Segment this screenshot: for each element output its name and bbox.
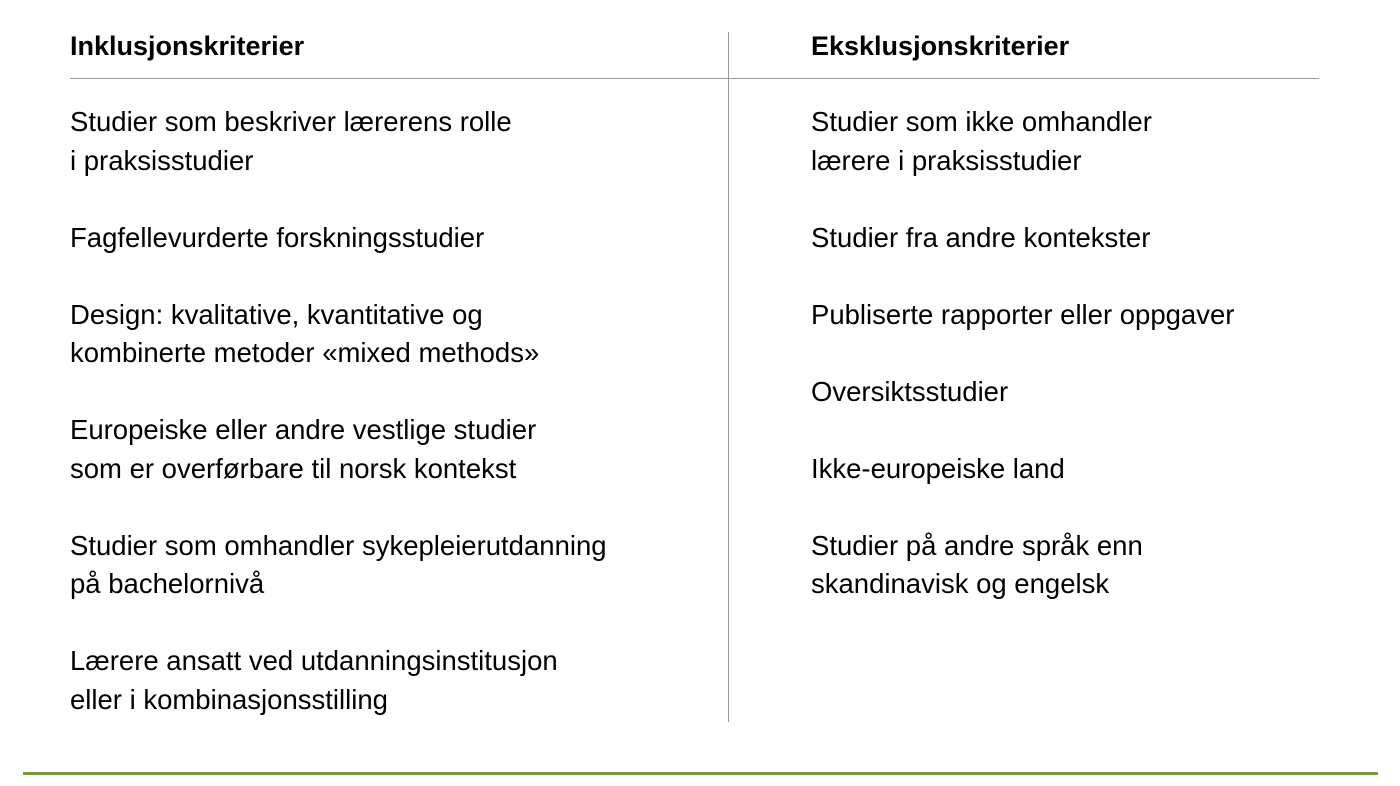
inclusion-item <box>70 103 607 180</box>
inclusion-item <box>70 411 607 488</box>
inclusion-item-line: kombinerte metoder «mixed methods» <box>70 337 540 368</box>
inclusion-item <box>70 642 607 719</box>
exclusion-item-line: Studier fra andre kontekster <box>811 221 1151 253</box>
inclusion-item-line: Studier som beskriver lærerens rolle <box>70 106 512 137</box>
exclusion-item-line: Publiserte rapporter eller oppgaver <box>811 298 1235 330</box>
inclusion-item-line: Fagfellevurderte forskningsstudier <box>70 221 485 253</box>
exclusion-item-line: lærere i praksisstudier <box>811 144 1082 176</box>
inclusion-item-line: Design: kvalitative, kvantitative og <box>70 298 483 330</box>
inclusion-list <box>70 103 607 719</box>
inclusion-item <box>70 219 607 258</box>
exclusion-item-line: skandinavisk og engelsk <box>811 568 1110 599</box>
inclusion-column <box>70 28 710 64</box>
inclusion-item-line: eller i kombinasjonsstilling <box>70 683 388 715</box>
inclusion-item-line: Lærere ansatt ved utdanningsinstitusjon <box>70 645 558 676</box>
exclusion-list <box>811 103 1234 604</box>
inclusion-item-line: Studier som omhandler sykepleierutdanning <box>70 529 607 561</box>
exclusion-item <box>811 373 1234 412</box>
exclusion-item-line: Studier som ikke omhandler <box>811 106 1152 137</box>
inclusion-item <box>70 527 607 604</box>
exclusion-item <box>811 219 1234 258</box>
inclusion-item-line: som er overførbare til norsk kontekst <box>70 452 517 484</box>
exclusion-column <box>811 28 1371 64</box>
exclusion-item-line: Ikke-europeiske land <box>811 452 1065 484</box>
inclusion-item <box>70 296 607 373</box>
exclusion-heading: Eksklusjonskriterier <box>811 31 1070 61</box>
exclusion-item <box>811 450 1234 489</box>
footer-accent-line <box>23 772 1378 775</box>
inclusion-heading: Inklusjonskriterier <box>70 31 305 61</box>
exclusion-item <box>811 103 1234 180</box>
exclusion-item <box>811 296 1234 335</box>
inclusion-item-line: i praksisstudier <box>70 144 254 176</box>
inclusion-item-line: på bachelornivå <box>70 568 265 599</box>
exclusion-item-line: Studier på andre språk enn <box>811 529 1143 561</box>
exclusion-item <box>811 527 1234 604</box>
exclusion-item-line: Oversiktsstudier <box>811 375 1009 407</box>
inclusion-item-line: Europeiske eller andre vestlige studier <box>70 414 537 445</box>
column-divider <box>728 32 729 722</box>
header-divider <box>70 78 1319 79</box>
